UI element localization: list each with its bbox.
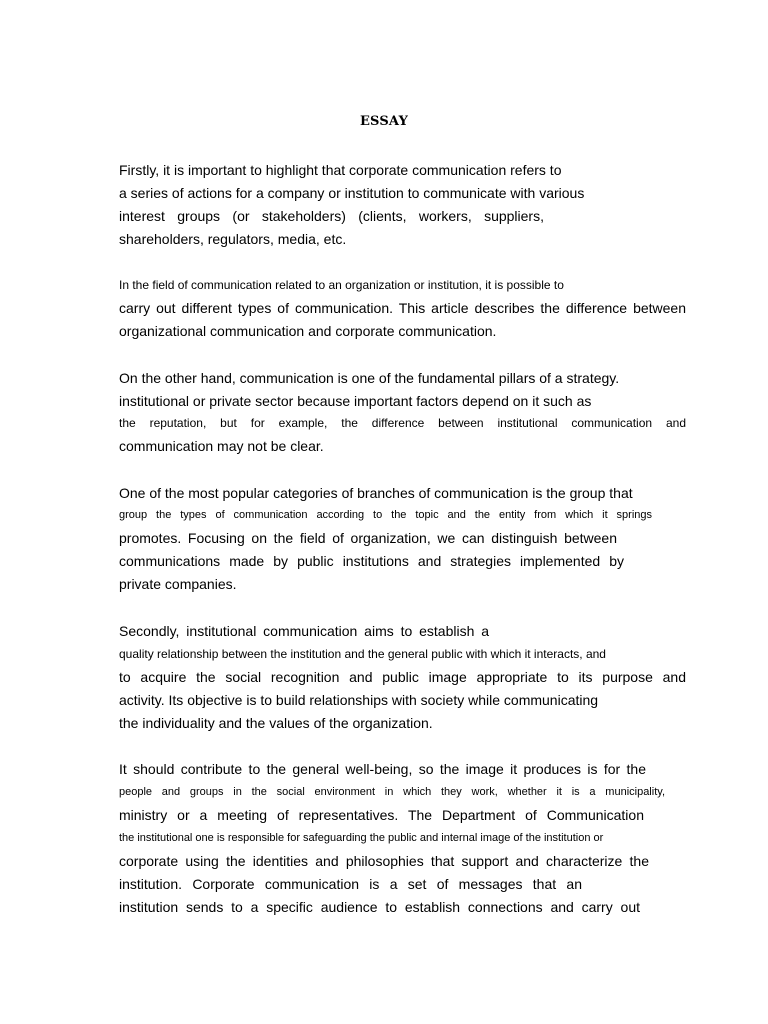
paragraph-line: institution. Corporate communication is a set of messages that an [119, 876, 582, 892]
paragraph-line: a series of actions for a company or institution to communicate with various [119, 185, 585, 201]
paragraph-line: One of the most popular categories of branches of communication is the group that [119, 485, 633, 501]
essay-title: ESSAY [359, 114, 409, 129]
paragraph-line: It should contribute to the general well-being, so the image it produces is for the [119, 761, 646, 777]
paragraph-line: the individuality and the values of the organization. [119, 715, 433, 731]
paragraph-line: institution sends to a specific audience to establish connections and carry out [119, 899, 640, 915]
paragraph-line: ministry or a meeting of representatives. The Department of Communication [119, 807, 644, 823]
paragraph-line: the institutional one is responsible for safeguarding the public and internal image of the institution or [119, 832, 604, 844]
paragraph-line: institutional or private sector because important factors depend on it such as [119, 393, 592, 409]
paragraph-line: promotes. Focusing on the field of organization, we can distinguish between [119, 530, 617, 546]
paragraph-line: Firstly, it is important to highlight that corporate communication refers to [119, 162, 562, 178]
paragraph-line: On the other hand, communication is one of the fundamental pillars of a strategy. [119, 370, 620, 386]
paragraph-line: shareholders, regulators, media, etc. [119, 231, 347, 247]
paragraph-line: group the types of communication according to the topic and the entity from which it springs [119, 509, 652, 521]
paragraph-line: interest groups (or stakeholders) (clients, workers, suppliers, [119, 208, 544, 224]
paragraph-line: quality relationship between the institution and the general public with which it interacts, and [119, 647, 606, 661]
paragraph-line: In the field of communication related to an organization or institution, it is possible to [119, 278, 564, 292]
paragraph-line: carry out different types of communication. This article describes the difference between [119, 300, 686, 316]
paragraph-line: private companies. [119, 576, 237, 592]
paragraph-line: corporate using the identities and philosophies that support and characterize the [119, 853, 649, 869]
paragraph-line: people and groups in the social environment in which they work, whether it is a municipality, [119, 786, 665, 798]
paragraph-line: to acquire the social recognition and public image appropriate to its purpose and [119, 669, 686, 685]
paragraph-line: Secondly, institutional communication aims to establish a [119, 623, 489, 639]
paragraph-line: communications made by public institutions and strategies implemented by [119, 553, 624, 569]
paragraph-line: organizational communication and corporate communication. [119, 323, 497, 339]
paragraph-line: activity. Its objective is to build relationships with society while communicating [119, 692, 599, 708]
paragraph-line: communication may not be clear. [119, 438, 324, 454]
paragraph-line: the reputation, but for example, the difference between institutional communication and [119, 416, 686, 430]
